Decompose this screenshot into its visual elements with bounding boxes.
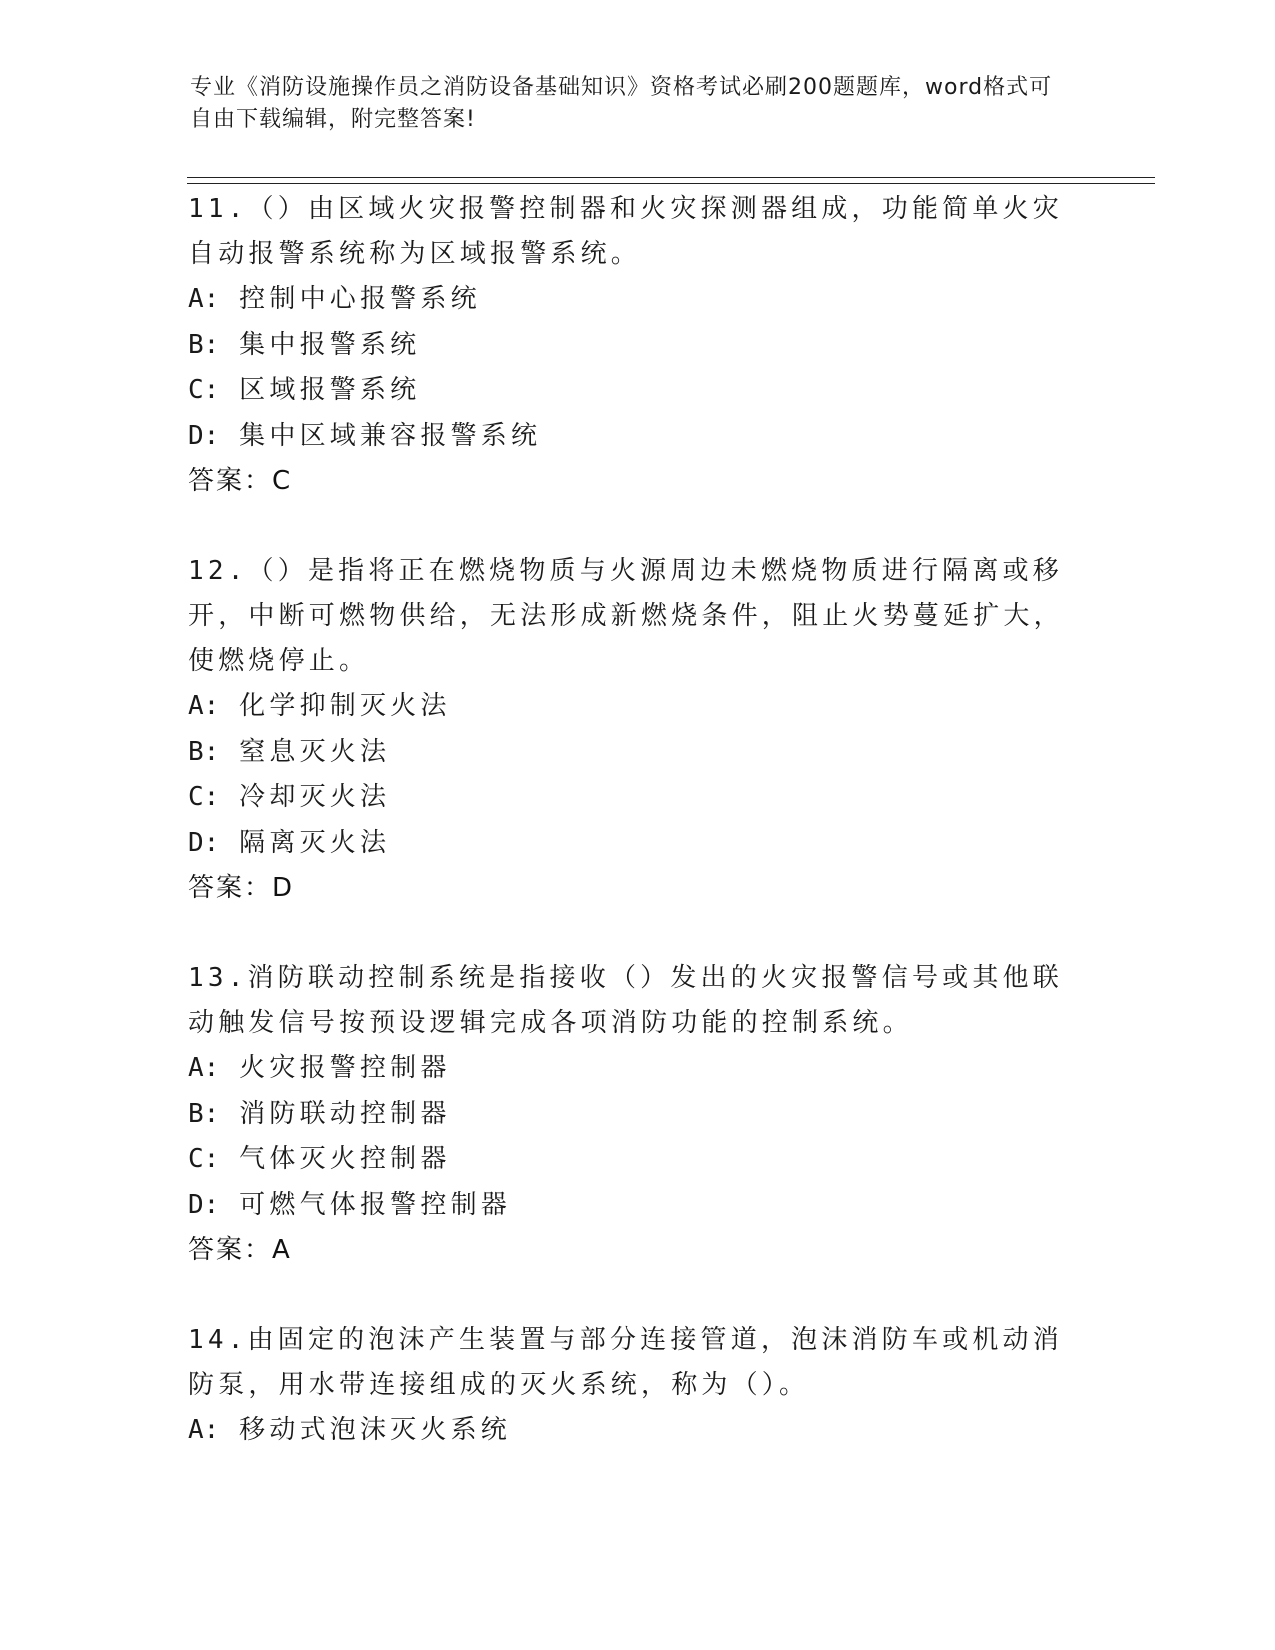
question-stem: 14.由固定的泡沫产生装置与部分连接管道，泡沫消防车或机动消防泵，用水带连接组成的灭火系统，称为（）。 bbox=[188, 1325, 1063, 1400]
option-letter: D: bbox=[188, 827, 220, 858]
document-header: 专业《消防设施操作员之消防设备基础知识》资格考试必刷200题题库，word格式可自由下载编辑，附完整答案! bbox=[190, 75, 1053, 132]
question-14 bbox=[188, 1318, 1088, 1454]
header-divider-bottom bbox=[187, 183, 1155, 184]
spacer bbox=[188, 911, 1088, 956]
question-12 bbox=[188, 549, 1088, 911]
option-d bbox=[188, 1183, 1088, 1229]
option-text: 控制中心报警系统 bbox=[239, 284, 481, 314]
option-a bbox=[188, 277, 1088, 323]
question-stem: 11.（）由区域火灾报警控制器和火灾探测器组成，功能简单火灾自动报警系统称为区域报警系统。 bbox=[188, 194, 1063, 269]
option-c bbox=[188, 368, 1088, 414]
spacer bbox=[188, 504, 1088, 549]
option-text: 消防联动控制器 bbox=[239, 1098, 451, 1129]
option-c bbox=[188, 1137, 1088, 1183]
option-letter: A: bbox=[188, 1415, 220, 1445]
option-letter: B: bbox=[188, 329, 220, 360]
header-divider-top bbox=[187, 177, 1155, 178]
option-text: 化学抑制灭火法 bbox=[239, 691, 451, 721]
option-text: 集中报警系统 bbox=[239, 329, 421, 360]
option-a bbox=[188, 1408, 1088, 1454]
option-d bbox=[188, 414, 1088, 460]
option-letter: C: bbox=[188, 375, 220, 405]
option-c bbox=[188, 775, 1088, 821]
spacer bbox=[188, 1273, 1088, 1318]
option-letter: C: bbox=[188, 782, 220, 812]
answer-line: 答案：A bbox=[188, 1235, 292, 1265]
option-text: 气体灭火控制器 bbox=[239, 1144, 451, 1174]
option-b bbox=[188, 730, 1088, 776]
option-text: 区域报警系统 bbox=[239, 375, 421, 405]
option-d bbox=[188, 821, 1088, 867]
option-letter: A: bbox=[188, 284, 220, 314]
option-letter: B: bbox=[188, 736, 220, 767]
option-letter: A: bbox=[188, 1053, 220, 1083]
question-13 bbox=[188, 956, 1088, 1273]
option-text: 移动式泡沫灭火系统 bbox=[239, 1415, 511, 1445]
option-text: 集中区域兼容报警系统 bbox=[239, 420, 542, 451]
option-b bbox=[188, 323, 1088, 369]
option-text: 火灾报警控制器 bbox=[239, 1053, 451, 1083]
option-text: 隔离灭火法 bbox=[239, 827, 391, 858]
option-text: 冷却灭火法 bbox=[239, 782, 391, 812]
answer-line: 答案：C bbox=[188, 466, 293, 496]
option-a bbox=[188, 684, 1088, 730]
question-11 bbox=[188, 187, 1088, 504]
option-letter: D: bbox=[188, 420, 220, 451]
question-stem: 13.消防联动控制系统是指接收（）发出的火灾报警信号或其他联动触发信号按预设逻辑完成各项消防功能的控制系统。 bbox=[188, 963, 1063, 1038]
question-stem: 12.（）是指将正在燃烧物质与火源周边未燃烧物质进行隔离或移开，中断可燃物供给，无法形成新燃烧条件，阻止火势蔓延扩大，使燃烧停止。 bbox=[188, 556, 1064, 676]
option-text: 窒息灭火法 bbox=[239, 736, 391, 767]
option-letter: A: bbox=[188, 691, 220, 721]
option-text: 可燃气体报警控制器 bbox=[239, 1189, 511, 1220]
option-letter: D: bbox=[188, 1189, 220, 1220]
option-a bbox=[188, 1046, 1088, 1092]
option-b bbox=[188, 1092, 1088, 1138]
option-letter: C: bbox=[188, 1144, 220, 1174]
answer-line: 答案：D bbox=[188, 873, 295, 903]
question-list bbox=[188, 187, 1088, 1454]
option-letter: B: bbox=[188, 1098, 220, 1129]
